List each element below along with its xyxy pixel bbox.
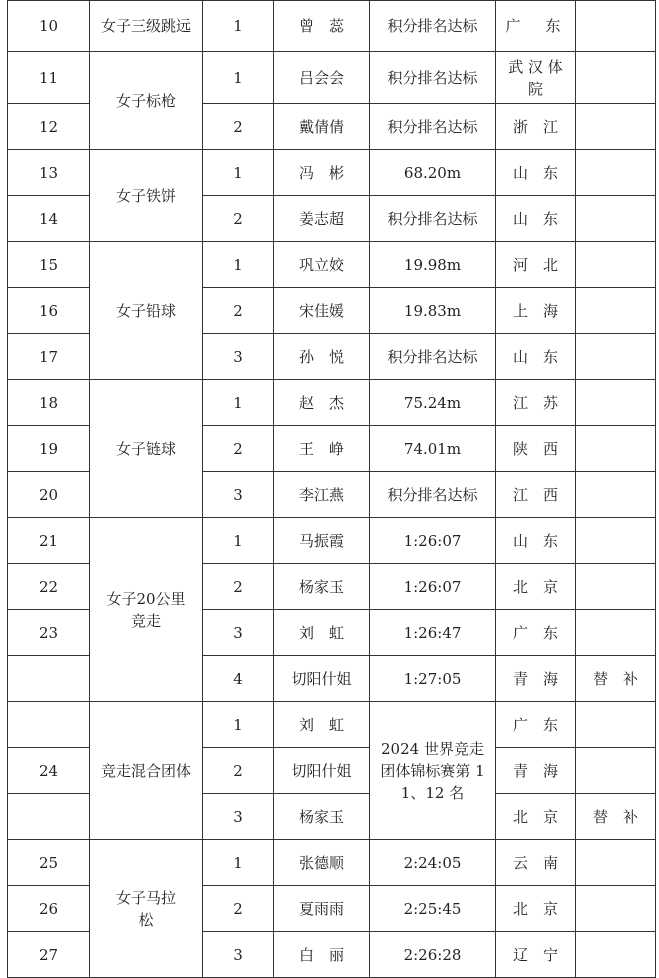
result: 1:26:07 <box>370 518 496 564</box>
unit: 江 西 <box>496 472 576 518</box>
unit: 广 东 <box>496 702 576 748</box>
unit: 山 东 <box>496 334 576 380</box>
row-number: 24 <box>8 748 90 794</box>
athlete-name: 张德顺 <box>274 840 370 886</box>
athlete-name: 切阳什姐 <box>274 656 370 702</box>
athlete-name: 刘 虹 <box>274 610 370 656</box>
note <box>576 610 656 656</box>
unit: 辽 宁 <box>496 932 576 978</box>
rank: 2 <box>203 564 274 610</box>
rank: 1 <box>203 702 274 748</box>
event-name: 女子标枪 <box>90 52 203 150</box>
unit: 武 汉 体 院 <box>496 52 576 104</box>
athlete-name: 王 峥 <box>274 426 370 472</box>
event-name: 女子铅球 <box>90 242 203 380</box>
unit: 山 东 <box>496 196 576 242</box>
result: 2:26:28 <box>370 932 496 978</box>
rank: 4 <box>203 656 274 702</box>
result: 积分排名达标 <box>370 472 496 518</box>
row-number: 20 <box>8 472 90 518</box>
unit: 广 东 <box>496 610 576 656</box>
note <box>576 518 656 564</box>
row-number: 18 <box>8 380 90 426</box>
unit: 江 苏 <box>496 380 576 426</box>
table-row <box>8 840 656 886</box>
row-number: 16 <box>8 288 90 334</box>
event-name: 女子铁饼 <box>90 150 203 242</box>
row-number <box>8 702 90 748</box>
rank: 2 <box>203 196 274 242</box>
rank: 2 <box>203 288 274 334</box>
result: 19.83m <box>370 288 496 334</box>
unit: 广 东 <box>496 1 576 52</box>
note <box>576 104 656 150</box>
event-name: 竞走混合团体 <box>90 702 203 840</box>
rank: 3 <box>203 794 274 840</box>
rank: 1 <box>203 150 274 196</box>
unit: 青 海 <box>496 656 576 702</box>
event-name: 女子马拉松 <box>90 840 203 978</box>
athlete-name: 切阳什姐 <box>274 748 370 794</box>
table-row <box>8 380 656 426</box>
result: 75.24m <box>370 380 496 426</box>
row-number: 23 <box>8 610 90 656</box>
rank: 1 <box>203 1 274 52</box>
unit: 上 海 <box>496 288 576 334</box>
note <box>576 150 656 196</box>
athlete-name: 吕会会 <box>274 52 370 104</box>
result: 1:27:05 <box>370 656 496 702</box>
row-number <box>8 794 90 840</box>
athlete-name: 赵 杰 <box>274 380 370 426</box>
athlete-name: 宋佳媛 <box>274 288 370 334</box>
unit: 陕 西 <box>496 426 576 472</box>
result: 19.98m <box>370 242 496 288</box>
note <box>576 288 656 334</box>
note <box>576 196 656 242</box>
table-row <box>8 518 656 564</box>
row-number: 21 <box>8 518 90 564</box>
row-number: 27 <box>8 932 90 978</box>
unit: 北 京 <box>496 564 576 610</box>
table-row <box>8 242 656 288</box>
rank: 1 <box>203 52 274 104</box>
rank: 2 <box>203 426 274 472</box>
athlete-name: 刘 虹 <box>274 702 370 748</box>
athlete-name: 夏雨雨 <box>274 886 370 932</box>
row-number: 17 <box>8 334 90 380</box>
rank: 3 <box>203 334 274 380</box>
unit: 山 东 <box>496 150 576 196</box>
result: 积分排名达标 <box>370 196 496 242</box>
row-number: 14 <box>8 196 90 242</box>
rank: 1 <box>203 242 274 288</box>
note <box>576 932 656 978</box>
rank: 1 <box>203 518 274 564</box>
row-number <box>8 656 90 702</box>
rank: 2 <box>203 104 274 150</box>
athlete-name: 杨家玉 <box>274 564 370 610</box>
note <box>576 472 656 518</box>
rank: 1 <box>203 840 274 886</box>
result: 1:26:07 <box>370 564 496 610</box>
note: 替 补 <box>576 794 656 840</box>
note <box>576 748 656 794</box>
table-row <box>8 150 656 196</box>
row-number: 19 <box>8 426 90 472</box>
row-number: 25 <box>8 840 90 886</box>
note <box>576 52 656 104</box>
result: 积分排名达标 <box>370 104 496 150</box>
result: 1:26:47 <box>370 610 496 656</box>
unit: 浙 江 <box>496 104 576 150</box>
rank: 1 <box>203 380 274 426</box>
table-row <box>8 702 656 748</box>
athlete-name: 孙 悦 <box>274 334 370 380</box>
result: 2:24:05 <box>370 840 496 886</box>
unit: 北 京 <box>496 886 576 932</box>
row-number: 12 <box>8 104 90 150</box>
roster-table <box>7 0 656 978</box>
note <box>576 334 656 380</box>
event-name: 女子20公里竞走 <box>90 518 203 702</box>
athlete-name: 巩立姣 <box>274 242 370 288</box>
note <box>576 702 656 748</box>
rank: 3 <box>203 610 274 656</box>
result: 68.20m <box>370 150 496 196</box>
athlete-name: 白 丽 <box>274 932 370 978</box>
result: 74.01m <box>370 426 496 472</box>
unit: 青 海 <box>496 748 576 794</box>
row-number: 11 <box>8 52 90 104</box>
event-name: 女子三级跳远 <box>90 1 203 52</box>
rank: 3 <box>203 932 274 978</box>
note <box>576 840 656 886</box>
athlete-name: 马振霞 <box>274 518 370 564</box>
unit: 山 东 <box>496 518 576 564</box>
unit: 云 南 <box>496 840 576 886</box>
result: 2:25:45 <box>370 886 496 932</box>
row-number: 22 <box>8 564 90 610</box>
note <box>576 1 656 52</box>
table-row <box>8 52 656 104</box>
rank: 3 <box>203 472 274 518</box>
row-number: 13 <box>8 150 90 196</box>
note: 替 补 <box>576 656 656 702</box>
result: 2024 世界竞走团体锦标赛第 11、12 名 <box>370 702 496 840</box>
result: 积分排名达标 <box>370 334 496 380</box>
athlete-name: 冯 彬 <box>274 150 370 196</box>
unit: 北 京 <box>496 794 576 840</box>
unit: 河 北 <box>496 242 576 288</box>
athlete-name: 曾 蕊 <box>274 1 370 52</box>
table-row <box>8 1 656 52</box>
athlete-name: 杨家玉 <box>274 794 370 840</box>
athlete-name: 李江燕 <box>274 472 370 518</box>
row-number: 15 <box>8 242 90 288</box>
note <box>576 380 656 426</box>
rank: 2 <box>203 748 274 794</box>
note <box>576 886 656 932</box>
note <box>576 426 656 472</box>
athlete-name: 姜志超 <box>274 196 370 242</box>
row-number: 26 <box>8 886 90 932</box>
rank: 2 <box>203 886 274 932</box>
athlete-name: 戴倩倩 <box>274 104 370 150</box>
result: 积分排名达标 <box>370 52 496 104</box>
note <box>576 564 656 610</box>
row-number: 10 <box>8 1 90 52</box>
note <box>576 242 656 288</box>
event-name: 女子链球 <box>90 380 203 518</box>
result: 积分排名达标 <box>370 1 496 52</box>
